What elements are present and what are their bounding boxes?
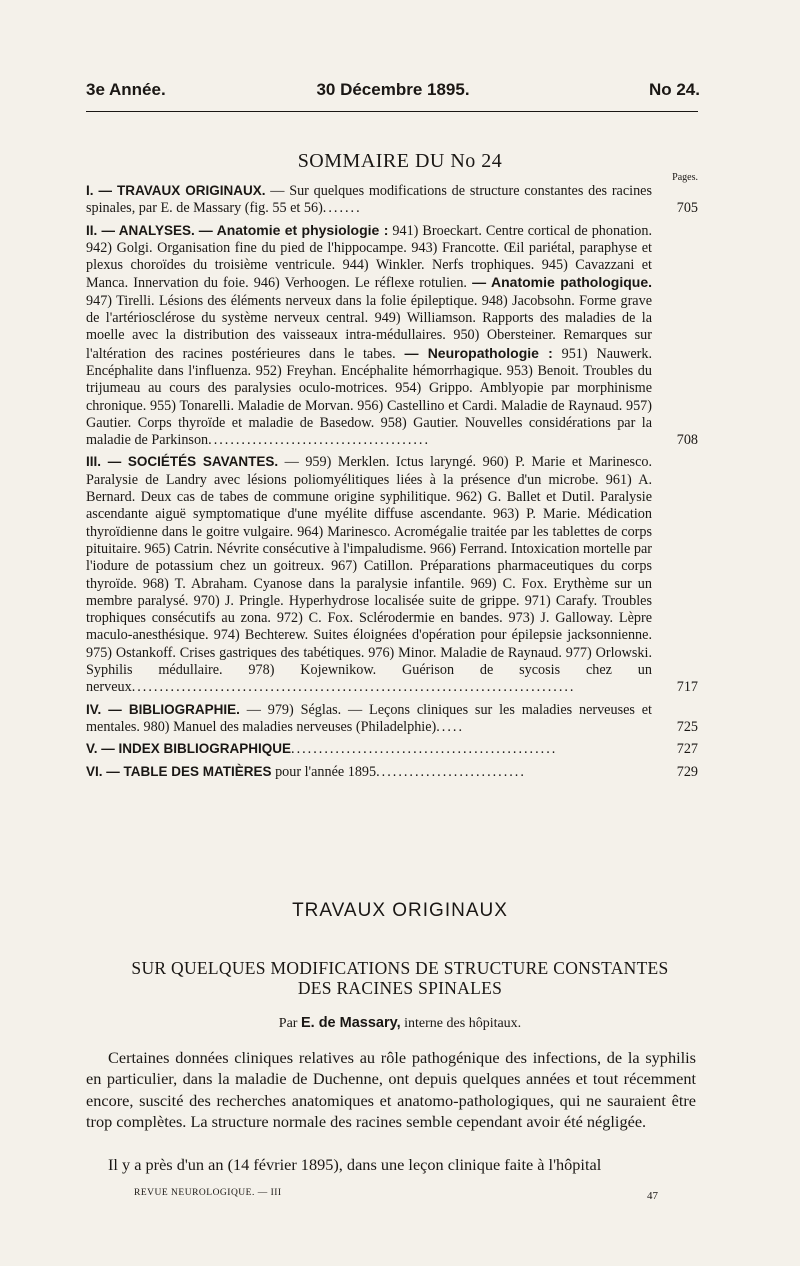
toc-section-label: V. — INDEX BIBLIOGRAPHIQUE	[86, 741, 292, 757]
section-heading: TRAVAUX ORIGINAUX	[292, 900, 508, 921]
pages-column-label: Pages.	[672, 172, 698, 183]
toc-page-number: 727	[676, 741, 698, 758]
header-rule	[86, 111, 698, 112]
byline-prefix: Par	[278, 1016, 298, 1031]
header-year: 3e Année.	[86, 80, 166, 99]
body-paragraph: Il y a près d'un an (14 février 1895), dans une leçon clinique faite à l'hôpital	[108, 1155, 602, 1174]
running-header	[86, 80, 700, 104]
toc-entry-text: — 979) Séglas. — Leçons cliniques sur les maladies nerveuses et mentales. 980) Manuel des maladies nerveuses (Philadelphie)	[86, 701, 652, 735]
article-title-line: SUR QUELQUES MODIFICATIONS DE STRUCTURE CONSTANTES	[131, 958, 669, 978]
toc-entry-i	[86, 182, 698, 218]
toc-leader: ........................................	[208, 432, 431, 449]
author-affiliation: interne des hôpitaux.	[404, 1016, 522, 1031]
toc-page-number: 729	[676, 763, 698, 780]
table-of-contents	[86, 182, 698, 785]
toc-section-label: VI. — TABLE DES MATIÈRES	[86, 763, 272, 779]
toc-entry-text: pour l'année 1895	[275, 763, 377, 780]
toc-topic-heading: — Anatomie et physiologie :	[198, 221, 389, 238]
toc-entry-ii	[86, 222, 698, 450]
toc-leader: .....	[436, 718, 464, 735]
toc-page-number: 717	[676, 679, 698, 696]
toc-entry-iv	[86, 701, 698, 737]
toc-entry-v	[86, 740, 698, 758]
toc-entry-text: 941) Broeckart. Centre cortical de phonation. 942) Golgi. Organisation fine du pied de l'hippocampe. 943) Francotte. Œil pariétal, paraphyse et plexus choroïdes du troisième ventricule. 944) Winkler. Nerfs trophiques. 945) Cavazzani et Manca. Innervation du foie. 946) Verhoogen. Le réflexe rotulien.	[86, 222, 652, 292]
header-number: No 24.	[648, 80, 700, 99]
toc-entry-vi	[86, 763, 698, 781]
toc-entry-text: — 959) Merklen. Ictus laryngé. 960) P. Marie et Marinesco. Paralysie de Landry avec lésions poliomyélitiques liées à la présence d'un microbe. 961) A. Bernard. Deux cas de tabes de commune origine syphilitique. 962) G. Ballet et Dutil. Paralysie ascendante aiguë symptomatique d'une myélite diffuse ascendante. 963) P. Marie. Médication thyroïdienne dans le goitre vulgaire. 964) Marinesco. Acromégalie traitée par les tablettes de corps pituitaire. 965) Catrin. Névrite consécutive à l'impaludisme. 966) Ferrand. Intoxication mortelle par l'iodure de potassium chez un goitreux. 967) Catillon. Préparations pharmaceutiques du corps thyroïde. 968) T. Abraham. Cyanose dans la paralysie infantile. 969) C. Fox. Erythème sur un membre paralysé. 970) J. Pringle. Hyperhydrose localisée suite de grippe. 971) Carafy. Troubles trophiques consécutifs au zona. 972) C. Fox. Sclérodermie en bandes. 973) J. Galloway. Lèpre maculo-anesthésique. 974) Bechterew. Suites éloignées d'opération pour épilepsie jacksonnienne. 975) Ostankoff. Crises gastriques des tabétiques. 976) Minor. Maladie de Raynaud. 977) Orlowski. Syphilis médullaire. 978) Kojewnikow. Guérison de sycosis chez un nerveux	[86, 454, 653, 696]
article-title	[0, 958, 800, 998]
toc-leader: ................................................	[291, 741, 558, 758]
toc-entry-text: 947) Tirelli. Lésions des éléments nerveux dans la folie épileptique. 948) Jacobsohn. Forme grave de l'artériosclérose du système nerveux central. 949) Williamson. Rapports des maladies de la moelle avec la distribution des vaisseaux intra-médullaires. 950) Obersteiner. Remarques sur l'altération des racines postérieures dans le tabes.	[86, 292, 652, 362]
toc-leader: .......	[322, 200, 362, 217]
toc-topic-heading: — Neuropathologie :	[404, 344, 553, 361]
sommaire-title: SOMMAIRE DU No 24	[297, 150, 503, 172]
toc-section-label: I. — TRAVAUX ORIGINAUX.	[86, 183, 266, 198]
footer-journal: REVUE NEUROLOGIQUE. — III	[134, 1188, 282, 1198]
toc-section-label: III. — SOCIÉTÉS SAVANTES.	[86, 454, 279, 470]
article-byline	[0, 1015, 800, 1032]
toc-page-number: 708	[676, 432, 698, 449]
toc-page-number: 705	[676, 200, 698, 217]
footer-page-number: 47	[647, 1190, 658, 1202]
toc-entry-iii	[86, 453, 698, 696]
toc-entry-text: — Sur quelques modifications de structure constantes des racines spinales, par E. de Massary (fig. 55 et 56)	[86, 183, 652, 217]
toc-section-label: II. — ANALYSES.	[86, 222, 195, 238]
toc-section-label: IV. — BIBLIOGRAPHIE.	[86, 701, 240, 717]
toc-topic-heading: — Anatomie pathologique.	[472, 274, 653, 291]
toc-page-number: 725	[676, 718, 698, 735]
toc-leader: ...........................	[376, 763, 526, 780]
body-paragraph: Certaines données cliniques relatives au rôle pathogénique des infections, de la syphilis en particulier, dans la maladie de Duchenne, ont depuis quelques années et tout récemment encore, suscité des recherches anatomiques et anatomo-pathologiques, qui ne sauraient être trop complètes. La structure normale des racines semble cependant avoir été négligée.	[86, 1048, 696, 1132]
toc-entry-text: 951) Nauwerk. Encéphalite dans l'influenza. 952) Freyhan. Encéphalite hémorrhagique. 953) Benoit. Troubles du trijumeau au cours des paralysies oculo-motrices. 954) Grippo. Amblyopie par morphinisme chronique. 955) Tonarelli. Maladie de Morvan. 956) Castellino et Cardi. Maladie de Raynaud. 957) Gautier. Corps thyroïde et maladie de Basedow. 958) Gautier. Nouvelles considérations par la maladie de Parkinson	[86, 345, 652, 449]
toc-leader: ................................................................................	[131, 679, 576, 696]
author-name: E. de Massary,	[300, 1015, 401, 1031]
article-title-line: DES RACINES SPINALES	[297, 978, 503, 998]
header-date: 30 Décembre 1895.	[316, 80, 470, 99]
